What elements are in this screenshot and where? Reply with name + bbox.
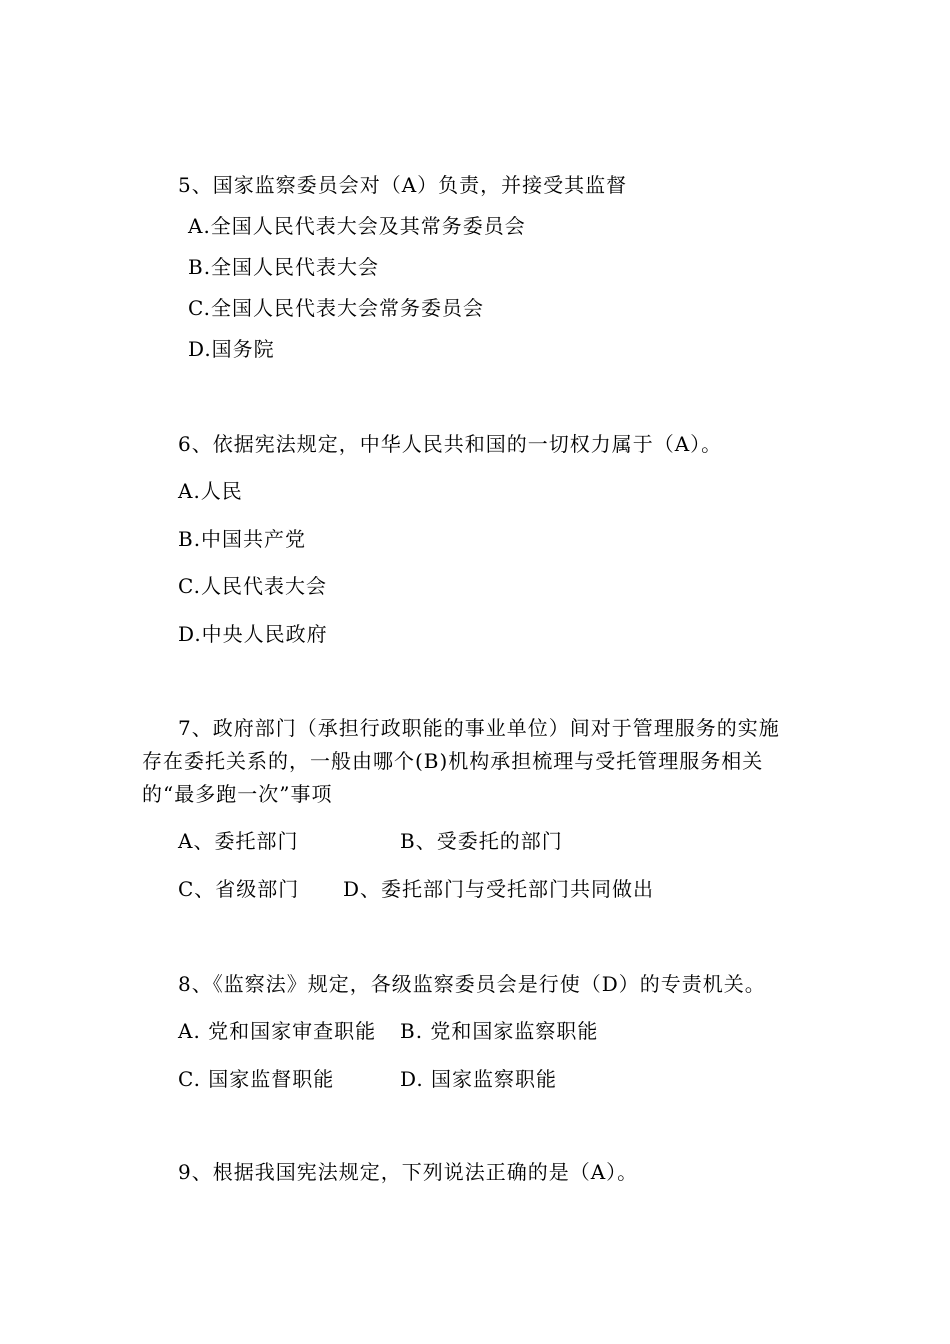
question-6-stem: 6、依据宪法规定，中华人民共和国的一切权力属于（A）。 bbox=[178, 432, 723, 456]
question-7-option-d: D、委托部门与受托部门共同做出 bbox=[343, 877, 655, 901]
question-8-option-b: B. 党和国家监察职能 bbox=[400, 1019, 599, 1043]
question-6-option-b: B.中国共产党 bbox=[178, 527, 307, 551]
question-6-option-d: D.中央人民政府 bbox=[178, 622, 328, 646]
question-5-option-d: D.国务院 bbox=[188, 337, 275, 361]
question-8-option-c: C. 国家监督职能 bbox=[178, 1067, 335, 1091]
question-5-option-c: C.全国人民代表大会常务委员会 bbox=[188, 296, 484, 320]
question-9-stem: 9、根据我国宪法规定，下列说法正确的是（A）。 bbox=[178, 1160, 639, 1184]
question-7-option-b: B、受委托的部门 bbox=[400, 829, 563, 853]
question-7-stem-line-2: 存在委托关系的，一般由哪个(B)机构承担梳理与受托管理服务相关 bbox=[142, 749, 764, 773]
question-6-option-c: C.人民代表大会 bbox=[178, 574, 327, 598]
question-5-stem: 5、国家监察委员会对（A）负责，并接受其监督 bbox=[178, 173, 628, 197]
question-7-option-c: C、省级部门 bbox=[178, 877, 300, 901]
question-6-option-a: A.人民 bbox=[178, 479, 243, 503]
question-5-option-a: A.全国人民代表大会及其常务委员会 bbox=[188, 214, 526, 238]
question-8-stem: 8、《监察法》规定，各级监察委员会是行使（D）的专责机关。 bbox=[178, 972, 766, 996]
question-8-option-d: D. 国家监察职能 bbox=[400, 1067, 558, 1091]
question-5-option-b: B.全国人民代表大会 bbox=[188, 255, 380, 279]
question-8-option-a: A. 党和国家审查职能 bbox=[178, 1019, 377, 1043]
question-7-option-a: A、委托部门 bbox=[178, 829, 299, 853]
question-7-stem-line-3: 的“最多跑一次”事项 bbox=[142, 782, 333, 806]
question-7-stem-line-1: 7、政府部门（承担行政职能的事业单位）间对于管理服务的实施 bbox=[178, 716, 780, 740]
